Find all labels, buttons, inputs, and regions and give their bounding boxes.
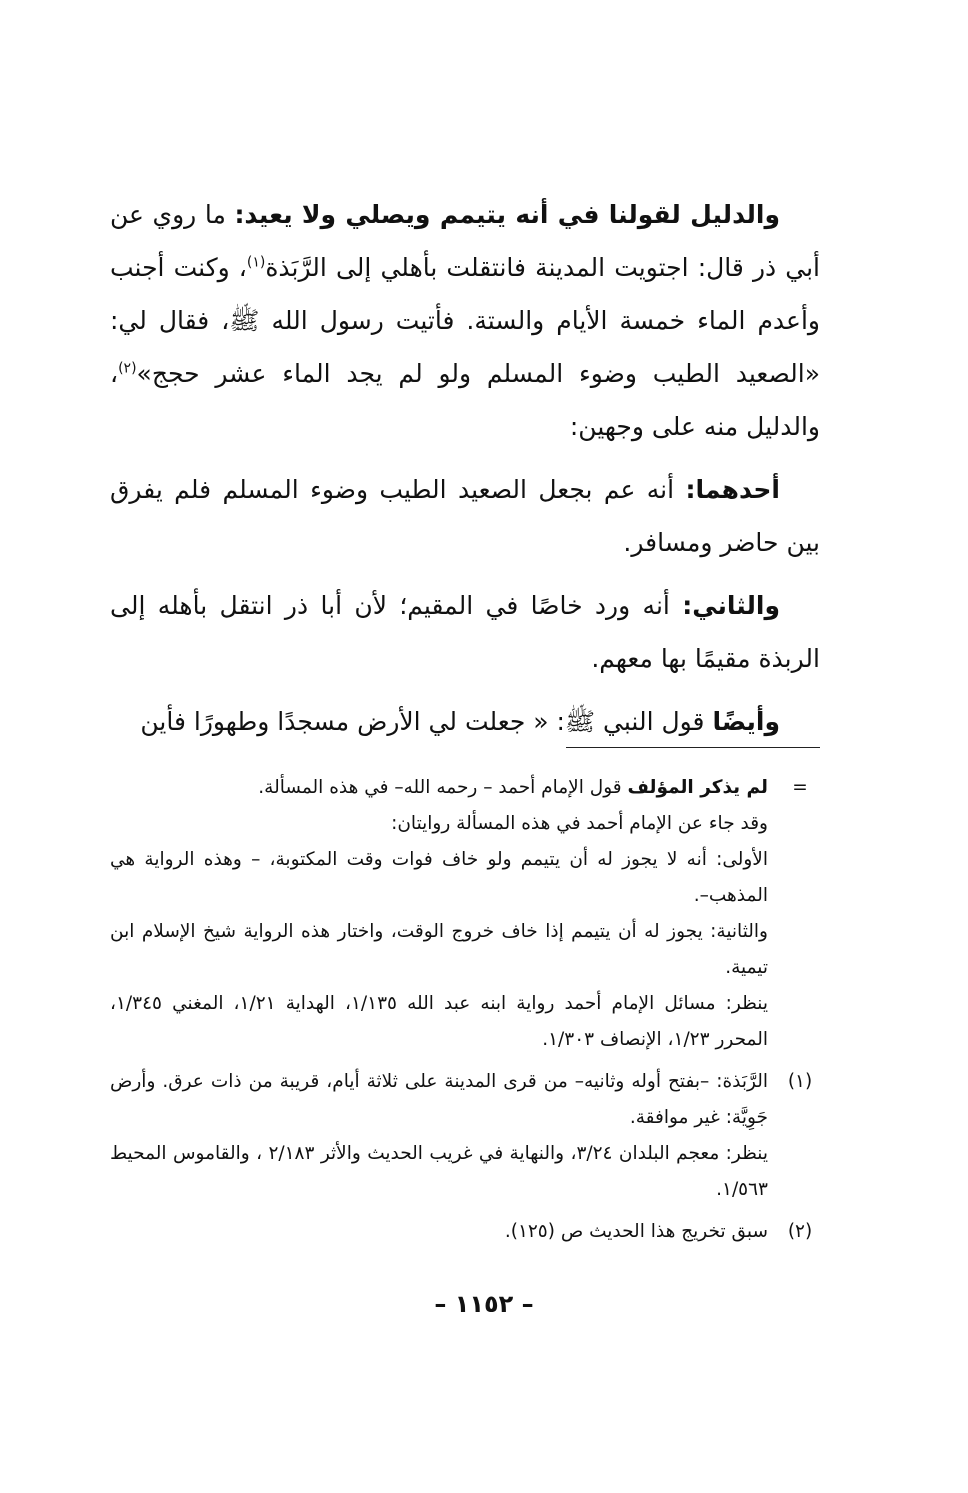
footnote-mark: (١) xyxy=(787,1071,813,1092)
footnotes-section xyxy=(110,770,820,1256)
footnote-line xyxy=(110,770,768,806)
main-text-body xyxy=(110,188,820,758)
paragraph-text: ، والدليل منه على وجهين: xyxy=(110,359,820,441)
paragraph-second-aspect xyxy=(110,579,820,685)
footnote-line: الأولى: أنه لا يجوز له أن يتيمم ولو خاف فوات وقت المكتوبة، – وهذه الرواية هي المذهب–. xyxy=(110,849,768,906)
footnote-line: ينظر: معجم البلدان ٣/٢٤، والنهاية في غريب الحديث والأثر ٢/١٨٣ ، والقاموس المحيط ١/٥٦٣. xyxy=(110,1143,768,1200)
footnote-reference-1[interactable]: (١) xyxy=(246,254,266,271)
paragraph-text: أنه ورد خاصًا في المقيم؛ لأن أبا ذر انتقل بأهله إلى الربذة مقيمًا بها معهم. xyxy=(110,591,820,673)
paragraph-first-aspect xyxy=(110,463,820,569)
paragraph-lead: والدليل لقولنا في أنه يتيمم ويصلي ولا يعيد: xyxy=(234,200,781,229)
footnote-line: سبق تخريج هذا الحديث ص (١٢٥). xyxy=(504,1221,768,1242)
footnote-line: الرَّبَذة: –بفتح أوله وثانيه– من قرى المدينة على ثلاثة أيام، قريبة من ذات عرق. وأرض جَوِيَّة: غير موافقة. xyxy=(110,1071,768,1128)
footnote-continuation xyxy=(110,770,820,1058)
paragraph-text: أنه عم بجعل الصعيد الطيب وضوء المسلم فلم يفرق بين حاضر ومسافر. xyxy=(110,475,820,557)
paragraph-evidence xyxy=(110,188,820,453)
paragraph-text: ، وكنت أجنب وأعدم الماء خمسة الأيام والستة. فأتيت رسول الله ﷺ، فقال لي: «الصعيد الطيب وضوء المسلم ولو لم يجد الماء عشر حجج» xyxy=(110,253,820,388)
footnote-lead: لم يذكر المؤلف xyxy=(627,777,768,798)
footnote-mark: (٢) xyxy=(787,1221,813,1242)
footnote-line: وقد جاء عن الإمام أحمد في هذه المسألة روايتان: xyxy=(391,813,768,834)
footnote-2 xyxy=(110,1214,820,1250)
paragraph-text: قول النبي ﷺ: « جعلت لي الأرض مسجدًا وطهورًا فأين xyxy=(140,707,713,736)
footnote-line: والثانية: يجوز له أن يتيمم إذا خاف خروج الوقت، واختار هذه الرواية شيخ الإسلام ابن تيمية. xyxy=(110,921,768,978)
footnote-line: ينظر: مسائل الإمام أحمد رواية ابنه عبد الله ١/١٣٥، الهداية ١/٢١، المغني ١/٣٤٥، المحرر ١/٢٣، الإنصاف ١/٣٠٣. xyxy=(110,993,768,1050)
paragraph-also xyxy=(110,695,820,748)
footnote-1 xyxy=(110,1064,820,1208)
page-number: – ١١٥٢ – xyxy=(434,1290,534,1318)
paragraph-lead: والثاني: xyxy=(682,591,780,620)
paragraph-lead: وأيضًا xyxy=(712,707,780,736)
footnote-text: قول الإمام أحمد – رحمه الله– في هذه المسألة. xyxy=(258,777,628,798)
paragraph-lead: أحدهما: xyxy=(685,475,780,504)
footnote-reference-2[interactable]: (٢) xyxy=(118,360,137,377)
paragraph-text: ما روي عن أبي ذر قال: اجتويت المدينة فانتقلت بأهلي إلى الرَّبَذة xyxy=(110,200,820,282)
footnote-mark: = xyxy=(792,777,808,798)
footnote-separator xyxy=(566,747,820,748)
